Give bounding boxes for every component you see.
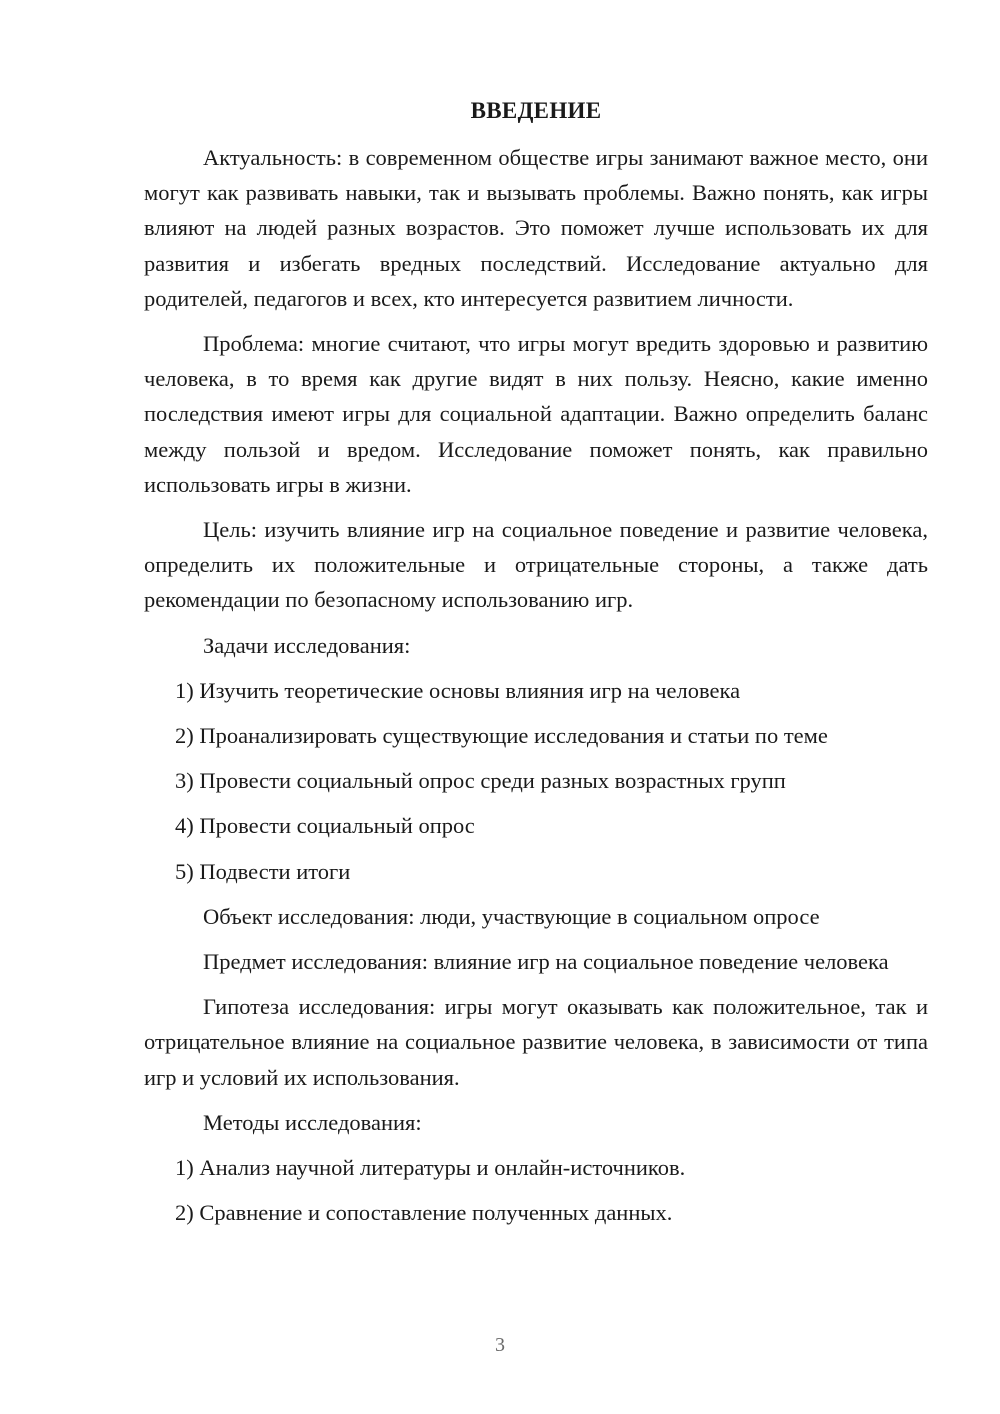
relevance-paragraph: Актуальность: в современном обществе игры занимают важное место, они могут как развивать навыки, так и вызывать проблемы. Важно понять, как игры влияют на людей разных возрастов. Это поможет лучше использовать их для развития и избегать вредных последствий. Исследование актуально для родителей, педагогов и всех, кто интересуется развитием личности. bbox=[144, 145, 928, 311]
goal-paragraph: Цель: изучить влияние игр на социальное поведение и развитие человека, определить их положительные и отрицательные стороны, а также дать рекомендации по безопасному использованию игр. bbox=[144, 517, 928, 613]
research-subject: Предмет исследования: влияние игр на социальное поведение человека bbox=[203, 949, 889, 975]
task-item-2: 2) Проанализировать существующие исследования и статьи по теме bbox=[175, 723, 828, 749]
methods-heading: Методы исследования: bbox=[203, 1109, 422, 1135]
tasks-heading: Задачи исследования: bbox=[203, 632, 411, 658]
research-object: Объект исследования: люди, участвующие в социальном опросе bbox=[203, 903, 820, 929]
problem-paragraph: Проблема: многие считают, что игры могут вредить здоровью и развитию человека, в то время как другие видят в них пользу. Неясно, какие именно последствия имеют игры для социальной адаптации. Важно определить баланс между пользой и вредом. Исследование поможет понять, как правильно использовать игры в жизни. bbox=[144, 331, 928, 497]
page-content bbox=[144, 96, 928, 1240]
section-title: ВВЕДЕНИЕ bbox=[470, 98, 602, 123]
task-item-1: 1) Изучить теоретические основы влияния игр на человека bbox=[175, 677, 741, 703]
research-hypothesis: Гипотеза исследования: игры могут оказывать как положительное, так и отрицательное влияние на социальное развитие человека, в зависимости от типа игр и условий их использования. bbox=[144, 994, 928, 1090]
page-number: 3 bbox=[495, 1334, 505, 1356]
method-item-1: 1) Анализ научной литературы и онлайн-источников. bbox=[175, 1155, 686, 1181]
method-item-2: 2) Сравнение и сопоставление полученных данных. bbox=[175, 1200, 673, 1226]
task-item-3: 3) Провести социальный опрос среди разных возрастных групп bbox=[175, 768, 786, 794]
task-item-5: 5) Подвести итоги bbox=[175, 858, 351, 884]
task-item-4: 4) Провести социальный опрос bbox=[175, 813, 475, 839]
